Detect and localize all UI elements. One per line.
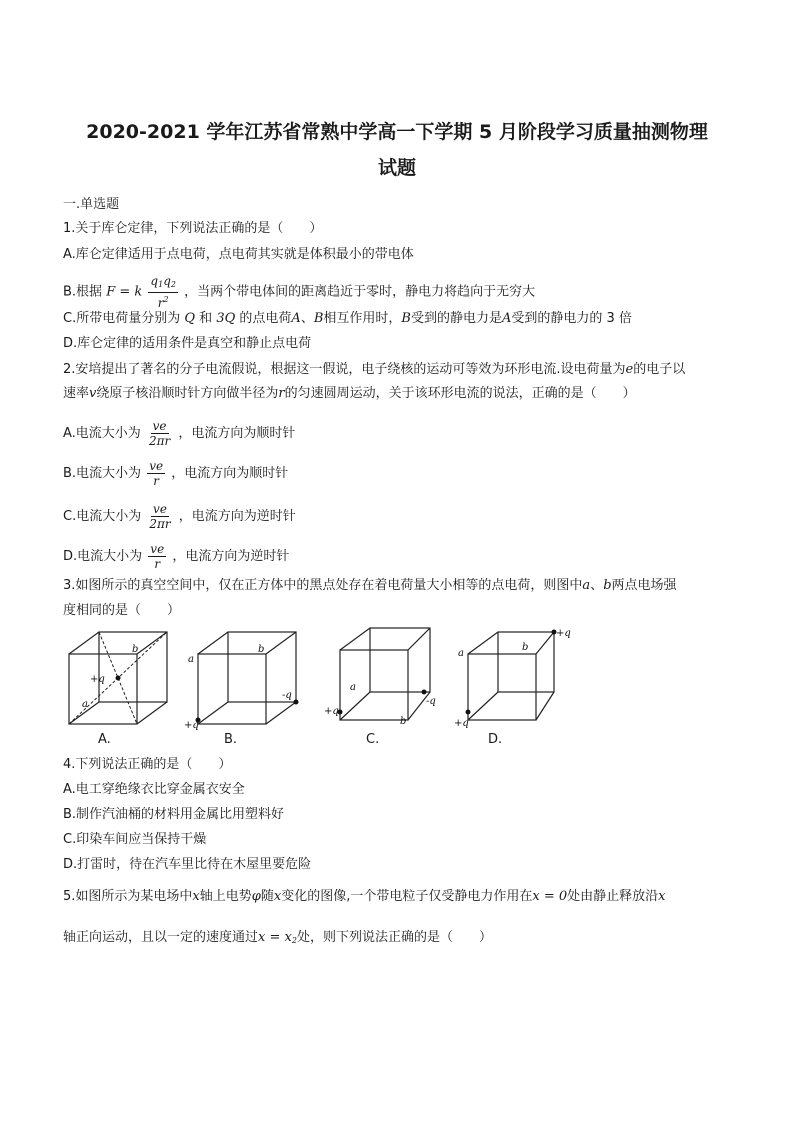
svg-text:a: a (82, 699, 88, 710)
q4-option-c: C.印染车间应当保持干燥 (63, 832, 207, 847)
cube-figure-a (62, 622, 180, 730)
svg-text:b: b (132, 644, 139, 655)
svg-text:-q: -q (282, 690, 292, 701)
q2-option-b: B.电流大小为 $\frac{ve}{r}$ ，电流方向为顺时针 (63, 459, 289, 488)
svg-text:b: b (522, 642, 529, 653)
section-heading: 一.单选题 (63, 197, 120, 212)
q5-stem-line2: 轴正向运动，且以一定的速度通过$x = x_2$处，则下列说法正确的是（ ） (63, 930, 492, 945)
cube-figure-b (180, 622, 308, 730)
q1-option-b: B.根据 F = k $\frac{q_1q_2}{r^2}$ ，当两个带电体间的距离趋近于零时，静电力将趋向于无穷大 (63, 274, 536, 310)
svg-text:a: a (188, 654, 194, 665)
svg-text:a: a (458, 648, 464, 659)
q1-option-a: A.库仑定律适用于点电荷，点电荷其实就是体积最小的带电体 (63, 247, 414, 262)
page-title-line1: 2020-2021 学年江苏省常熟中学高一下学期 5 月阶段学习质量抽测物理 (86, 121, 708, 143)
svg-text:+q: +q (184, 720, 199, 730)
q2-option-c: C.电流大小为 $\frac{ve}{2\pi r}$ ，电流方向为逆时针 (63, 502, 296, 531)
figure-label-c: C. (366, 732, 380, 747)
q4-option-a: A.电工穿绝缘衣比穿金属衣安全 (63, 782, 245, 797)
q1-option-d: D.库仑定律的适用条件是真空和静止点电荷 (63, 336, 312, 351)
svg-text:+q: +q (556, 628, 571, 639)
figure-label-b: B. (224, 732, 238, 747)
q1-stem: 1.关于库仑定律，下列说法正确的是（ ） (63, 221, 323, 236)
page-title-line2: 试题 (377, 157, 416, 179)
q4-stem: 4.下列说法正确的是（ ） (63, 757, 232, 772)
q4-option-d: D.打雷时，待在汽车里比待在木屋里要危险 (63, 857, 312, 872)
figure-label-a: A. (98, 732, 111, 747)
q3-stem-line1: 3.如图所示的真空空间中，仅在正方体中的黑点处存在着电荷量大小相等的点电荷，则图中a、b两点电场强 (63, 578, 677, 593)
q5-stem-line1: 5.如图所示为某电场中x轴上电势φ随x变化的图像,一个带电粒子仅受静电力作用在x = 0处由静止释放沿x (63, 889, 666, 904)
q4-option-b: B.制作汽油桶的材料用金属比用塑料好 (63, 807, 285, 822)
q2-option-d: D.电流大小为 $\frac{ve}{r}$ ，电流方向为逆时针 (63, 542, 290, 571)
q3-stem-line2: 度相同的是（ ） (63, 603, 181, 618)
svg-text:+q: +q (324, 706, 339, 717)
svg-text:-q: -q (426, 696, 436, 707)
cube-figure-d (452, 622, 582, 730)
coulomb-fraction: $\frac{q_1q_2}{r^2}$ (150, 274, 176, 310)
q2-option-a: A.电流大小为 $\frac{ve}{2\pi r}$ ，电流方向为顺时针 (63, 419, 296, 448)
svg-text:b: b (400, 716, 407, 727)
figure-label-d: D. (488, 732, 503, 747)
cube-figure-c (322, 622, 440, 730)
svg-text:a: a (350, 682, 356, 693)
q2-stem-line1: 2.安培提出了著名的分子电流假说，根据这一假说，电子绕核的运动可等效为环形电流.设电荷量为e的电子以 (63, 362, 686, 377)
q1-option-c: C.所带电荷量分别为 Q 和 3Q 的点电荷A、B相互作用时，B受到的静电力是A受到的静电力的 3 倍 (63, 311, 632, 326)
q2-stem-line2: 速率v绕原子核沿顺时针方向做半径为r的匀速圆周运动，关于该环形电流的说法，正确的是（ ） (63, 386, 636, 401)
svg-text:b: b (258, 644, 265, 655)
svg-text:+q: +q (454, 718, 469, 729)
svg-text:+q: +q (90, 674, 105, 685)
coulomb-formula-left: F = k (106, 284, 143, 300)
